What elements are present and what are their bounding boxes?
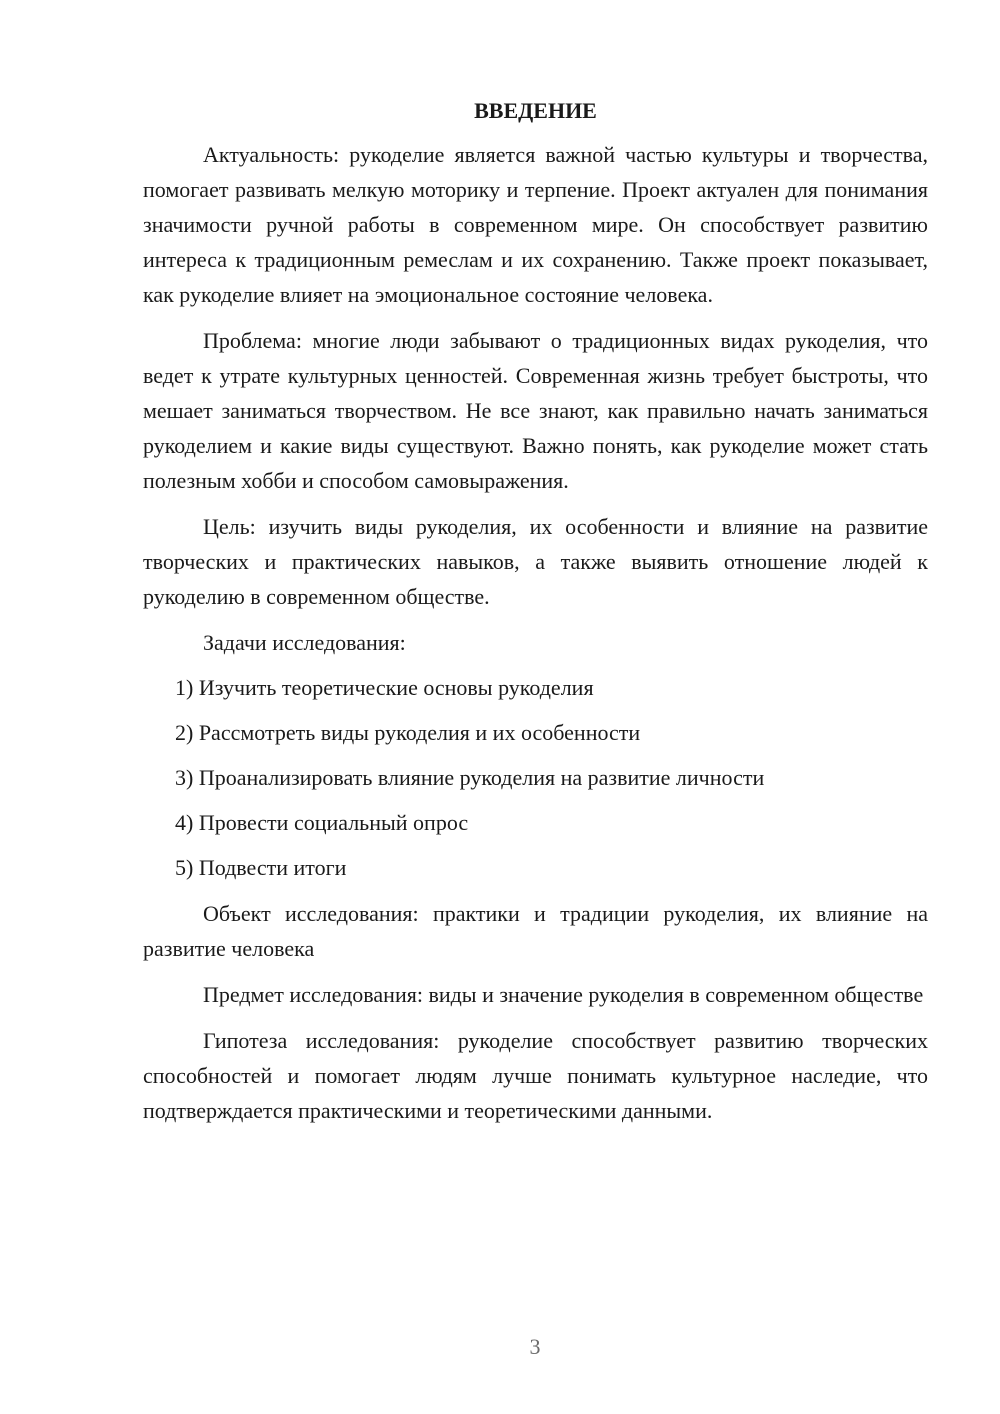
task-item-1: 1) Изучить теоретические основы рукоделия	[175, 675, 594, 700]
paragraph-problem: Проблема: многие люди забывают о традиционных видах рукоделия, что ведет к утрате культурных ценностей. Современная жизнь требует быстроты, что мешает заниматься творчеством. Не все знают, как правильно начать заниматься рукоделием и какие виды существуют. Важно понять, как рукоделие может стать полезным хобби и способом самовыражения.	[143, 328, 928, 493]
tasks-heading: Задачи исследования:	[203, 630, 406, 655]
task-item-2: 2) Рассмотреть виды рукоделия и их особенности	[175, 720, 641, 745]
paragraph-goal: Цель: изучить виды рукоделия, их особенности и влияние на развитие творческих и практических навыков, а также выявить отношение людей к рукоделию в современном обществе.	[143, 514, 928, 609]
paragraph-subject: Предмет исследования: виды и значение рукоделия в современном обществе	[203, 982, 924, 1007]
paragraph-object: Объект исследования: практики и традиции рукоделия, их влияние на развитие человека	[143, 901, 928, 961]
page-title: ВВЕДЕНИЕ	[474, 98, 597, 123]
paragraph-hypothesis: Гипотеза исследования: рукоделие способствует развитию творческих способностей и помогает людям лучше понимать культурное наследие, что подтверждается практическими и теоретическими данными.	[143, 1028, 928, 1123]
page-number: 3	[529, 1334, 541, 1359]
paragraph-relevance: Актуальность: рукоделие является важной частью культуры и творчества, помогает развивать мелкую моторику и терпение. Проект актуален для понимания значимости ручной работы в современном мире. Он способствует развитию интереса к традиционным ремеслам и их сохранению. Также проект показывает, как рукоделие влияет на эмоциональное состояние человека.	[143, 142, 928, 307]
task-list	[143, 670, 928, 885]
task-item-3: 3) Проанализировать влияние рукоделия на развитие личности	[175, 765, 765, 790]
document-page	[143, 96, 928, 1139]
task-item-5: 5) Подвести итоги	[175, 855, 347, 880]
task-item-4: 4) Провести социальный опрос	[175, 810, 469, 835]
